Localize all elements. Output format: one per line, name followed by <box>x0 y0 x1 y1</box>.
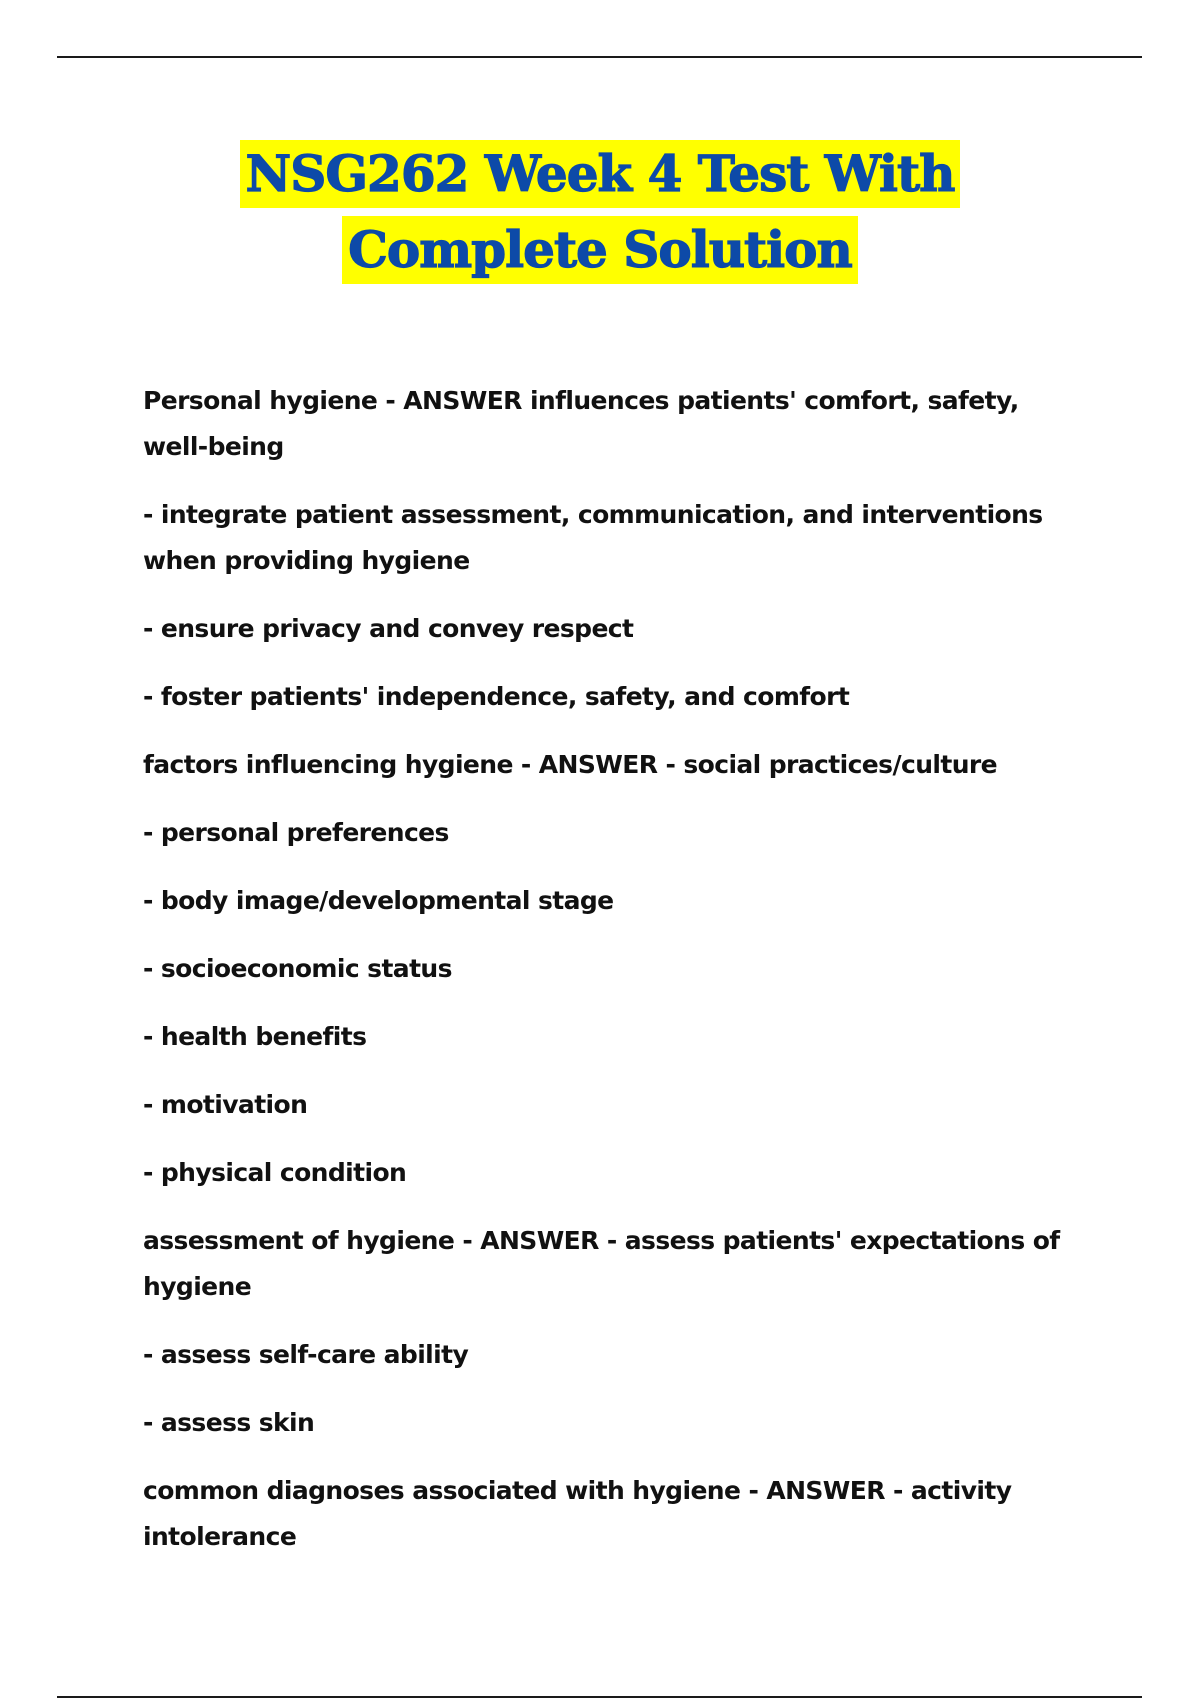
text-line: - physical condition <box>143 1158 407 1187</box>
text-line: - health benefits <box>143 1022 367 1051</box>
text-line: - ensure privacy and convey respect <box>143 614 634 643</box>
document-body <box>143 378 1083 1582</box>
title-line-2: Complete Solution <box>342 216 858 284</box>
title-line-1: NSG262 Week 4 Test With <box>240 140 961 208</box>
text-line: - foster patients' independence, safety, and comfort <box>143 682 850 711</box>
text-line: Personal hygiene - ANSWER influences patients' comfort, safety, well-being <box>143 386 1019 461</box>
text-line: - body image/developmental stage <box>143 886 614 915</box>
text-line: - assess skin <box>143 1408 315 1437</box>
text-line: - personal preferences <box>143 818 449 847</box>
text-line: assessment of hygiene - ANSWER - assess patients' expectations of hygiene <box>143 1226 1060 1301</box>
document-title <box>0 140 1200 284</box>
bottom-rule <box>57 1696 1142 1698</box>
text-line: - socioeconomic status <box>143 954 452 983</box>
text-line: factors influencing hygiene - ANSWER - social practices/culture <box>143 750 997 779</box>
text-line: common diagnoses associated with hygiene - ANSWER - activity intolerance <box>143 1476 1012 1551</box>
text-line: - motivation <box>143 1090 308 1119</box>
top-rule <box>57 56 1142 58</box>
text-line: - assess self-care ability <box>143 1340 469 1369</box>
text-line: - integrate patient assessment, communication, and interventions when providing hygiene <box>143 500 1043 575</box>
